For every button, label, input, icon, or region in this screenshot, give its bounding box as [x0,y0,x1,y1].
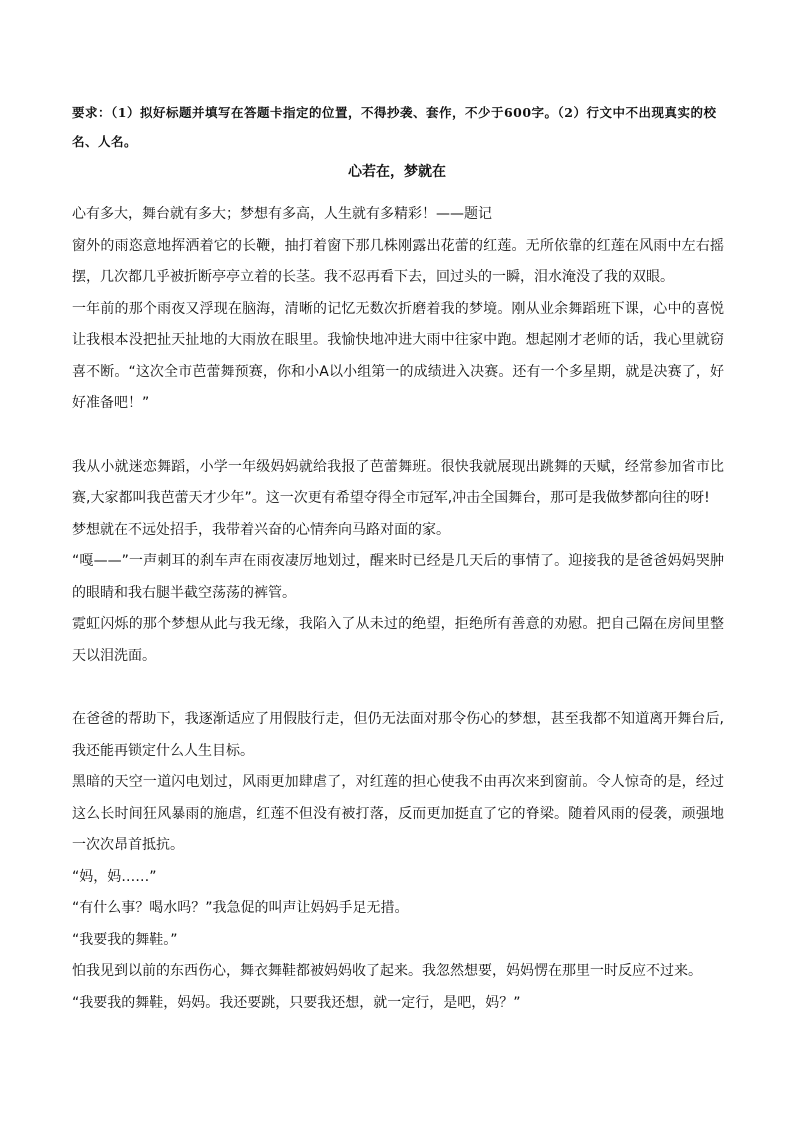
essay-paragraph: “嘎——”一声刺耳的刹车声在雨夜凄厉地划过，醒来时已经是几天后的事情了。迎接我的是爸爸妈妈哭肿的眼睛和我右腿半截空荡荡的裤管。 [72,553,724,601]
essay-paragraph: 霓虹闪烁的那个梦想从此与我无缘，我陷入了从未过的绝望，拒绝所有善意的劝慰。把自己隔在房间里整天以泪洗面。 [72,616,724,664]
essay-paragraph: 黑暗的天空一道闪电划过，风雨更加肆虐了，对红莲的担心使我不由再次来到窗前。令人惊奇的是，经过这么长时间狂风暴雨的施虐，红莲不但没有被打落，反而更加挺直了它的脊梁。随着风雨的侵袭，顽强地一次次昂首抵抗。 [72,774,724,853]
essay-paragraph: 在爸爸的帮助下，我逐渐适应了用假肢行走，但仍无法面对那令伤心的梦想，甚至我都不知道离开舞台后,我还能再锁定什么人生目标。 [72,711,724,759]
essay-epigraph: 心有多大，舞台就有多大；梦想有多高，人生就有多精彩！——题记 [72,206,492,222]
essay-title: 心若在，梦就在 [348,164,446,180]
essay-body [72,168,724,1019]
essay-paragraph: 窗外的雨恣意地挥洒着它的长鞭，抽打着窗下那几株刚露出花蕾的红莲。无所依靠的红莲在风雨中左右摇摆，几次都几乎被折断亭亭立着的长茎。我不忍再看下去，回过头的一瞬，泪水淹没了我的双眼。 [72,237,724,285]
dialogue-line: “有什么事？喝水吗？”我急促的叫声让妈妈手足无措。 [72,900,409,916]
essay-paragraph: 一年前的那个雨夜又浮现在脑海，清晰的记忆无数次折磨着我的梦境。刚从业余舞蹈班下课，心中的喜悦让我根本没把扯天扯地的大雨放在眼里。我愉快地冲进大雨中往家中跑。想起刚才老师的话，我心里就窃喜不断。“这次全市芭蕾舞预赛，你和小A以小组第一的成绩进入决赛。还有一个多星期，就是决赛了，好好准备吧！” [72,300,724,411]
essay-paragraph: 梦想就在不远处招手，我带着兴奋的心情奔向马路对面的家。 [72,521,450,538]
dialogue-line: “我要我的舞鞋，妈妈。我还要跳，只要我还想，就一定行，是吧，妈？” [72,994,521,1011]
paragraph-gap [72,420,724,452]
dialogue-line: “妈，妈……” [72,868,157,885]
essay-requirement: 要求：（1）拟好标题并填写在答题卡指定的位置，不得抄袭、套作，不少于600字。（2）行文中不出现真实的校名、人名。 [72,105,717,149]
dialogue-line: “我要我的舞鞋。” [72,931,178,948]
essay-paragraph: 我从小就迷恋舞蹈，小学一年级妈妈就给我报了芭蕾舞班。很快我就展现出跳舞的天赋，经常参加省市比赛,大家都叫我芭蕾天才少年”。这一次更有希望夺得全市冠军,冲击全国舞台，那可是我做梦都向往的呀! [72,458,724,506]
essay-paragraph: 怕我见到以前的东西伤心，舞衣舞鞋都被妈妈收了起来。我忽然想要，妈妈愣在那里一时反应不过来。 [72,963,702,979]
paragraph-gap [72,672,724,704]
